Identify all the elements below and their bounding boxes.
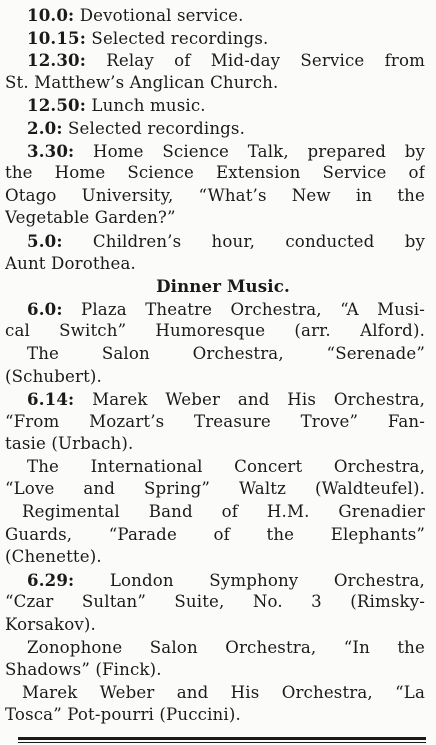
programme-text: The Salon Orchestra, “Serenade” xyxy=(27,343,425,363)
programme-time: 6.14: xyxy=(27,389,75,410)
programme-line xyxy=(5,253,425,276)
programme-line xyxy=(5,94,425,117)
programme-text: Children’s hour, conducted by xyxy=(62,231,425,251)
thin-rule-divider xyxy=(18,742,426,743)
programme-text: Aunt Dorothea. xyxy=(5,253,136,273)
programme-text: Selected recordings. xyxy=(86,28,269,48)
programme-text: The International Concert Orchestra, xyxy=(27,456,425,476)
thick-rule-divider xyxy=(18,737,426,740)
programme-line xyxy=(5,4,425,27)
programme-line xyxy=(5,524,425,547)
programme-text: Tosca” Pot-pourri (Puccini). xyxy=(5,705,241,725)
programme-text: Korsakov). xyxy=(5,615,96,635)
programme-time: 6.0: xyxy=(27,298,63,319)
programme-line xyxy=(5,433,425,456)
programme-text: St. Matthew’s Anglican Church. xyxy=(5,72,279,92)
programme-text: Home Science Talk, prepared by xyxy=(74,141,425,161)
programme-text: (Chenette). xyxy=(5,547,102,567)
programme-text: cal Switch” Humoresque (arr. Alford). xyxy=(5,321,425,341)
programme-text: Regimental Band of H.M. Grenadier xyxy=(22,502,425,522)
programme-line xyxy=(5,546,425,569)
programme-time: 12.50: xyxy=(27,95,86,116)
programme-text: “Love and Spring” Waltz (Waldteufel). xyxy=(5,479,425,499)
programme-text: (Schubert). xyxy=(5,366,102,386)
programme-line xyxy=(5,207,425,230)
programme-time: 10.0: xyxy=(27,5,75,25)
programme-line xyxy=(5,49,425,72)
programme-line xyxy=(5,230,425,253)
programme-text: Guards, “Parade of the Elephants” xyxy=(5,524,425,544)
programme-line xyxy=(5,411,425,434)
programme-time: 2.0: xyxy=(27,117,63,138)
programme-text: Otago University, “What’s New in the xyxy=(5,185,425,205)
programme-line xyxy=(5,501,425,524)
programme-line xyxy=(5,185,425,208)
programme-time: 10.15: xyxy=(27,27,86,48)
programme-time: 3.30: xyxy=(27,140,75,161)
programme-text: Plaza Theatre Orchestra, “A Musi- xyxy=(62,299,425,319)
programme-text: London Symphony Orchestra, xyxy=(74,570,425,590)
programme-text: Marek Weber and His Orchestra, “La xyxy=(22,682,425,702)
programme-line xyxy=(5,478,425,501)
programme-line xyxy=(5,366,425,389)
programme-text: Selected recordings. xyxy=(62,118,246,138)
programme-line xyxy=(5,72,425,95)
programme-line xyxy=(5,140,425,163)
programme-text: “Czar Sultan” Suite, No. 3 (Rimsky- xyxy=(5,592,425,612)
programme-line xyxy=(5,456,425,479)
section-heading: Dinner Music. xyxy=(156,276,290,297)
programme-time: 12.30: xyxy=(27,50,86,71)
programme-line xyxy=(5,298,425,321)
programme-text: Shadows” (Finck). xyxy=(5,660,162,680)
programme-text: Marek Weber and His Orchestra, xyxy=(74,390,425,410)
programme-line xyxy=(5,117,425,140)
programme-line xyxy=(5,27,425,50)
programme-text: “From Mozart’s Treasure Trove” Fan- xyxy=(5,411,425,431)
programme-text: Vegetable Garden?” xyxy=(5,208,176,228)
programme-line xyxy=(5,343,425,366)
programme-text: the Home Science Extension Service of xyxy=(5,163,425,183)
radio-programme-listing xyxy=(5,4,425,727)
programme-text: tasie (Urbach). xyxy=(5,434,134,454)
programme-text: Zonophone Salon Orchestra, “In the xyxy=(27,637,425,657)
programme-line xyxy=(5,682,425,705)
programme-time: 6.29: xyxy=(27,569,75,590)
programme-text: Lunch music. xyxy=(86,96,206,116)
programme-line xyxy=(5,569,425,592)
programme-line xyxy=(5,614,425,637)
programme-text: Devotional service. xyxy=(74,6,244,25)
programme-line xyxy=(5,320,425,343)
programme-text: Relay of Mid-day Service from xyxy=(86,51,425,71)
programme-line xyxy=(5,388,425,411)
programme-line xyxy=(5,637,425,660)
programme-line xyxy=(5,704,425,727)
programme-line xyxy=(5,591,425,614)
programme-line xyxy=(5,659,425,682)
programme-line xyxy=(5,162,425,185)
programme-time: 5.0: xyxy=(27,230,63,251)
